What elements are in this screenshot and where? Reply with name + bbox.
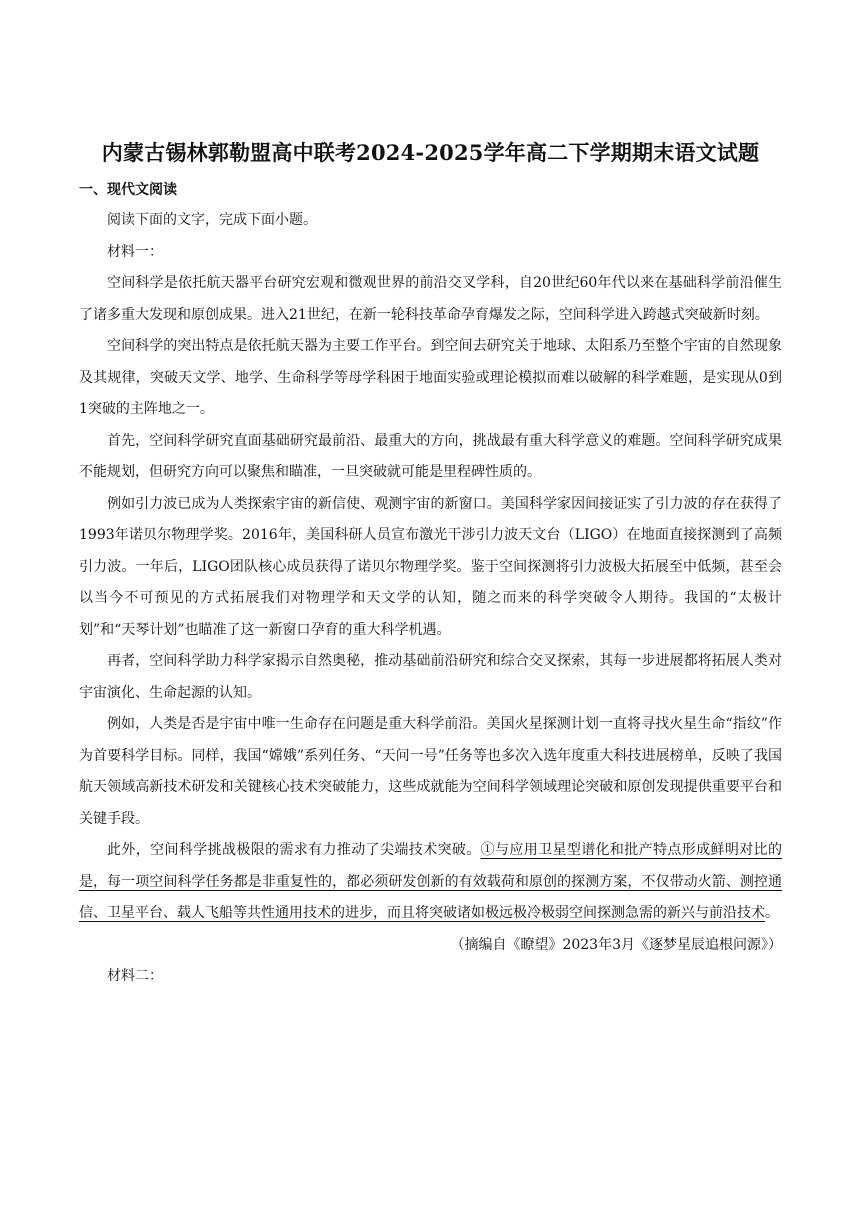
material-two-label: 材料二： (107, 968, 163, 984)
paragraph: 再者，空间科学助力科学家揭示自然奥秘，推动基础前沿研究和综合交叉探索，其每一步进展都将拓展人类对宇宙演化、生命起源的认知。 (79, 653, 782, 701)
paragraph-end-punctuation: 。 (765, 905, 779, 921)
exam-title: 内蒙古锡林郭勒盟高中联考2024-2025学年高二下学期期末语文试题 (101, 140, 760, 165)
paragraph: 空间科学是依托航天器平台研究宏观和微观世界的前沿交叉学科，自20世纪60年代以来在基础科学前沿催生了诸多重大发现和原创成果。进入21世纪，在新一轮科技革命孕育爆发之际，空间科学进入跨越式突破新时刻。 (79, 275, 782, 323)
section-heading: 一、现代文阅读 (79, 182, 177, 198)
instruction-text: 阅读下面的文字，完成下面小题。 (107, 212, 317, 228)
underlined-sentence-1: ①与应用卫星型谱化和批产特点形成鲜明对比的是，每一项空间科学任务都是非重复性的，都必须研发创新的有效载荷和原创的探测方案，不仅带动火箭、测控通信、卫星平台、载人飞船等共性通用技术的进步，而且将突破诸如极远极冷极弱空间探测急需的新兴与前沿技术 (79, 842, 782, 921)
material-one-label: 材料一： (107, 243, 163, 260)
paragraph: 空间科学的突出特点是依托航天器为主要工作平台。到空间去研究关于地球、太阳系乃至整个宇宙的自然现象及其规律，突破天文学、地学、生命科学等母学科困于地面实验或理论模拟而难以破解的科学难题，是实现从0到1突破的主阵地之一。 (79, 338, 782, 417)
paragraph: 首先，空间科学研究直面基础研究最前沿、最重大的方向，挑战最有重大科学意义的难题。空间科学研究成果不能规划，但研究方向可以聚焦和瞄准，一旦突破就可能是里程碑性质的。 (79, 432, 782, 480)
paragraph: 例如引力波已成为人类探索宇宙的新信使、观测宇宙的新窗口。美国科学家因间接证实了引力波的存在获得了1993年诺贝尔物理学奖。2016年，美国科研人员宣布激光干涉引力波天文台（LIGO）在地面直接探测到了高频引力波。一年后，LIGO团队核心成员获得了诺贝尔物理学奖。鉴于空间探测将引力波极大拓展至中低频，甚至会以当今不可预见的方式拓展我们对物理学和天文学的认知，随之而来的科学突破令人期待。我国的“太极计划”和“天琴计划”也瞄准了这一新窗口孕育的重大科学机遇。 (79, 495, 782, 638)
paragraph-lead-text: 此外，空间科学挑战极限的需求有力推动了尖端技术突破。 (107, 842, 481, 858)
paragraph: 例如，人类是否是宇宙中唯一生命存在问题是重大科学前沿。美国火星探测计划一直将寻找火星生命“指纹”作为首要科学目标。同样，我国“嫦娥”系列任务、“天问一号”任务等也多次入选年度重大科技进展榜单，反映了我国航天领域高新技术研发和关键核心技术突破能力，这些成就能为空间科学领域理论突破和原创发现提供重要平台和关键手段。 (79, 716, 782, 827)
source-citation: （摘编自《瞭望》2023年3月《逐梦星辰追根问源》） (450, 936, 782, 953)
paragraph-with-underline (79, 835, 782, 930)
